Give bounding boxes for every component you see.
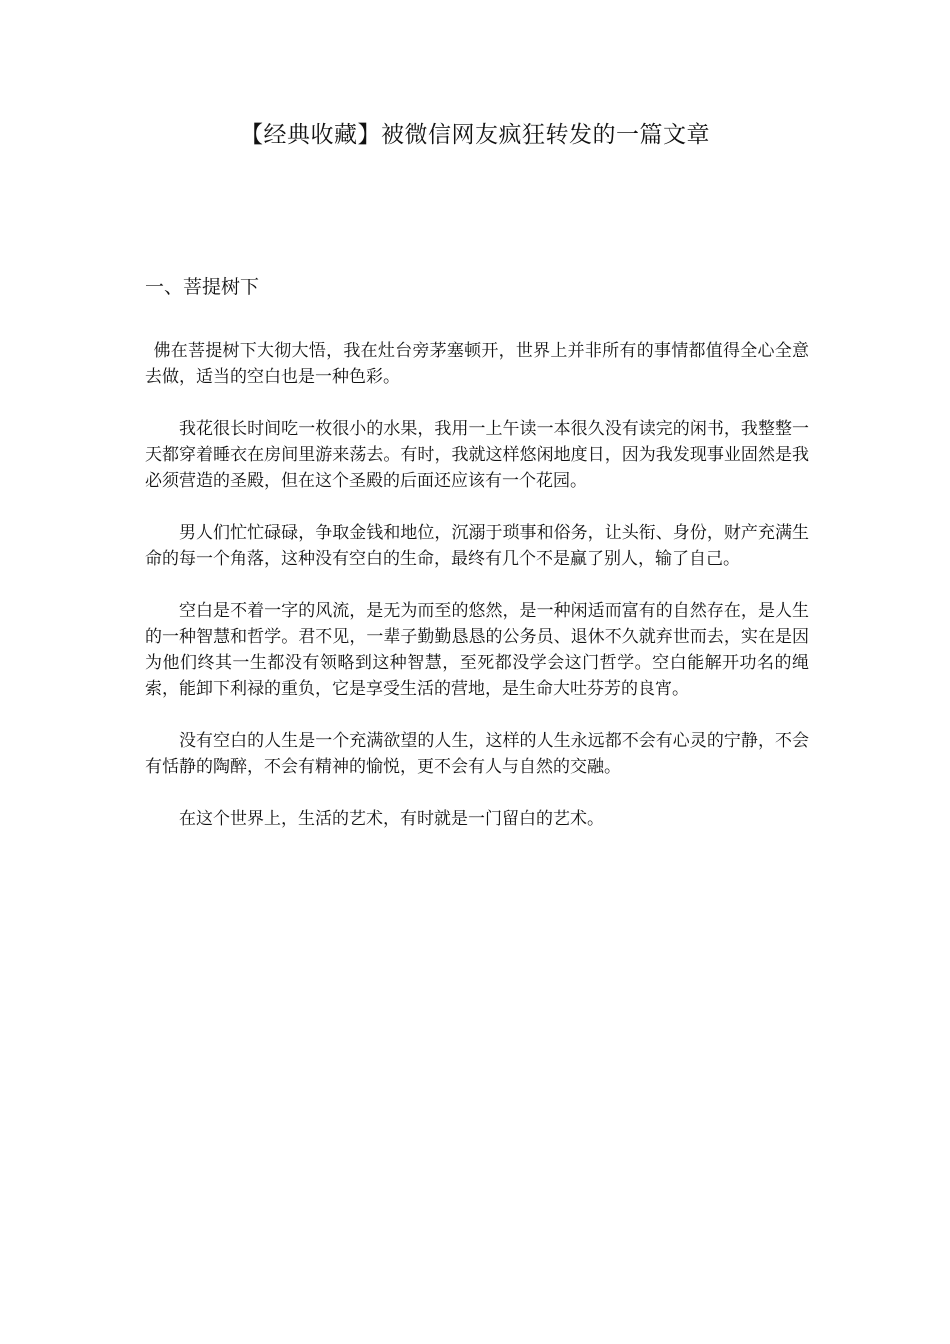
section-heading: 一、菩提树下 (145, 276, 260, 298)
paragraph-1: 佛在菩提树下大彻大悟，我在灶台旁茅塞顿开，世界上并非所有的事情都值得全心全意去做，适当的空白也是一种色彩。 (145, 341, 809, 387)
paragraph-5: 没有空白的人生是一个充满欲望的人生，这样的人生永远都不会有心灵的宁静，不会有恬静的陶醉，不会有精神的愉悦，更不会有人与自然的交融。 (145, 731, 809, 777)
article-body (145, 338, 809, 858)
paragraph-2: 我花很长时间吃一枚很小的水果，我用一上午读一本很久没有读完的闲书，我整整一天都穿着睡衣在房间里游来荡去。有时，我就这样悠闲地度日，因为我发现事业固然是我必须营造的圣殿，但在这个圣殿的后面还应该有一个花园。 (145, 419, 809, 491)
paragraph-4: 空白是不着一字的风流，是无为而至的悠然，是一种闲适而富有的自然存在，是人生的一种智慧和哲学。君不见，一辈子勤勤恳恳的公务员、退休不久就弃世而去，实在是因为他们终其一生都没有领略到这种智慧，至死都没学会这门哲学。空白能解开功名的绳索，能卸下利禄的重负，它是享受生活的营地，是生命大吐芬芳的良宵。 (145, 601, 809, 699)
paragraph-3: 男人们忙忙碌碌，争取金钱和地位，沉溺于琐事和俗务，让头衔、身份，财产充满生命的每一个角落，这种没有空白的生命，最终有几个不是赢了别人，输了自己。 (145, 523, 809, 569)
paragraph-6: 在这个世界上，生活的艺术，有时就是一门留白的艺术。 (179, 809, 604, 829)
document-title: 【经典收藏】被微信网友疯狂转发的一篇文章 (240, 122, 710, 148)
